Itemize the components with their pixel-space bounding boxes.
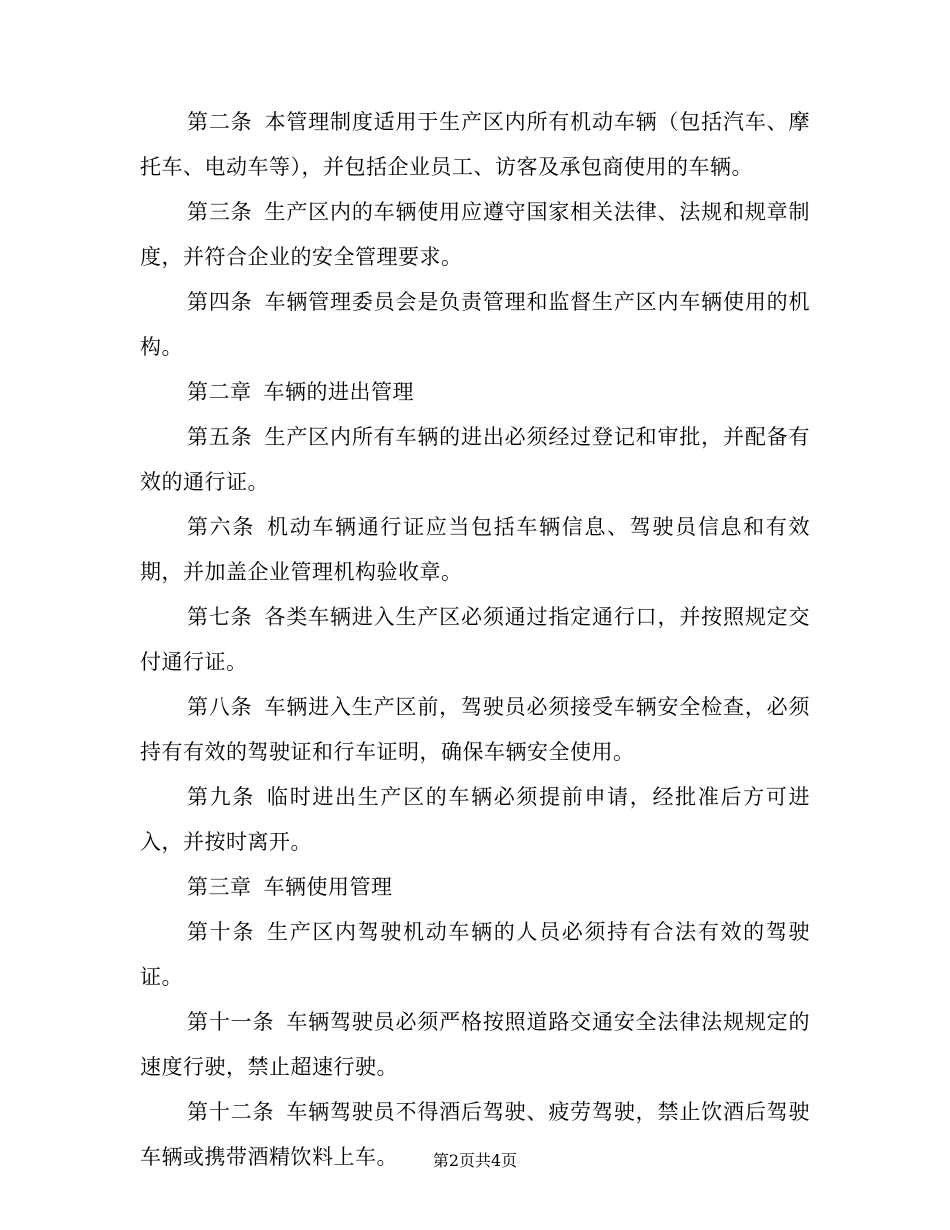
document-body [140,100,810,1180]
chapter-title: 车辆的进出管理 [263,380,414,404]
article-text: 生产区内驾驶机动车辆的人员必须持有合法有效的驾驶证。 [140,920,811,989]
article-label: 第十一条 [187,1010,275,1034]
chapter-3-heading [140,865,810,910]
article-4 [140,280,810,370]
article-9 [140,775,810,865]
chapter-label: 第三章 [187,875,252,899]
article-text: 生产区内的车辆使用应遵守国家相关法律、法规和规章制度，并符合企业的安全管理要求。 [140,200,810,269]
article-label: 第四条 [187,290,253,314]
article-text: 生产区内所有车辆的进出必须经过登记和审批，并配备有效的通行证。 [140,425,810,494]
article-text: 临时进出生产区的车辆必须提前申请，经批准后方可进入，并按时离开。 [140,785,811,854]
chapter-2-heading [140,370,810,415]
article-5 [140,415,810,505]
article-3 [140,190,810,280]
article-6 [140,505,810,595]
article-label: 第七条 [187,605,253,629]
page-number-footer: 第2页共4页 [432,1151,518,1170]
article-text: 本管理制度适用于生产区内所有机动车辆（包括汽车、摩托车、电动车等），并包括企业员工、访客及承包商使用的车辆。 [140,110,810,179]
article-label: 第九条 [187,785,256,809]
article-text: 机动车辆通行证应当包括车辆信息、驾驶员信息和有效期，并加盖企业管理机构验收章。 [140,515,811,584]
article-11 [140,1000,810,1090]
article-label: 第十条 [187,920,256,944]
article-label: 第五条 [187,425,253,449]
article-text: 各类车辆进入生产区必须通过指定通行口，并按照规定交付通行证。 [140,605,810,674]
article-label: 第八条 [187,695,253,719]
article-8 [140,685,810,775]
article-label: 第十二条 [187,1100,275,1124]
article-label: 第二条 [187,110,253,134]
article-label: 第六条 [187,515,256,539]
article-10 [140,910,810,1000]
article-text: 车辆管理委员会是负责管理和监督生产区内车辆使用的机构。 [140,290,810,359]
article-label: 第三条 [187,200,253,224]
chapter-title: 车辆使用管理 [263,875,393,899]
article-2 [140,100,810,190]
article-text: 车辆驾驶员必须严格按照道路交通安全法律法规规定的速度行驶，禁止超速行驶。 [140,1010,811,1079]
article-7 [140,595,810,685]
article-text: 车辆进入生产区前，驾驶员必须接受车辆安全检查，必须持有有效的驾驶证和行车证明，确保车辆安全使用。 [140,695,810,764]
chapter-label: 第二章 [187,380,252,404]
article-text: 车辆驾驶员不得酒后驾驶、疲劳驾驶，禁止饮酒后驾驶车辆或携带酒精饮料上车。 [140,1100,811,1169]
